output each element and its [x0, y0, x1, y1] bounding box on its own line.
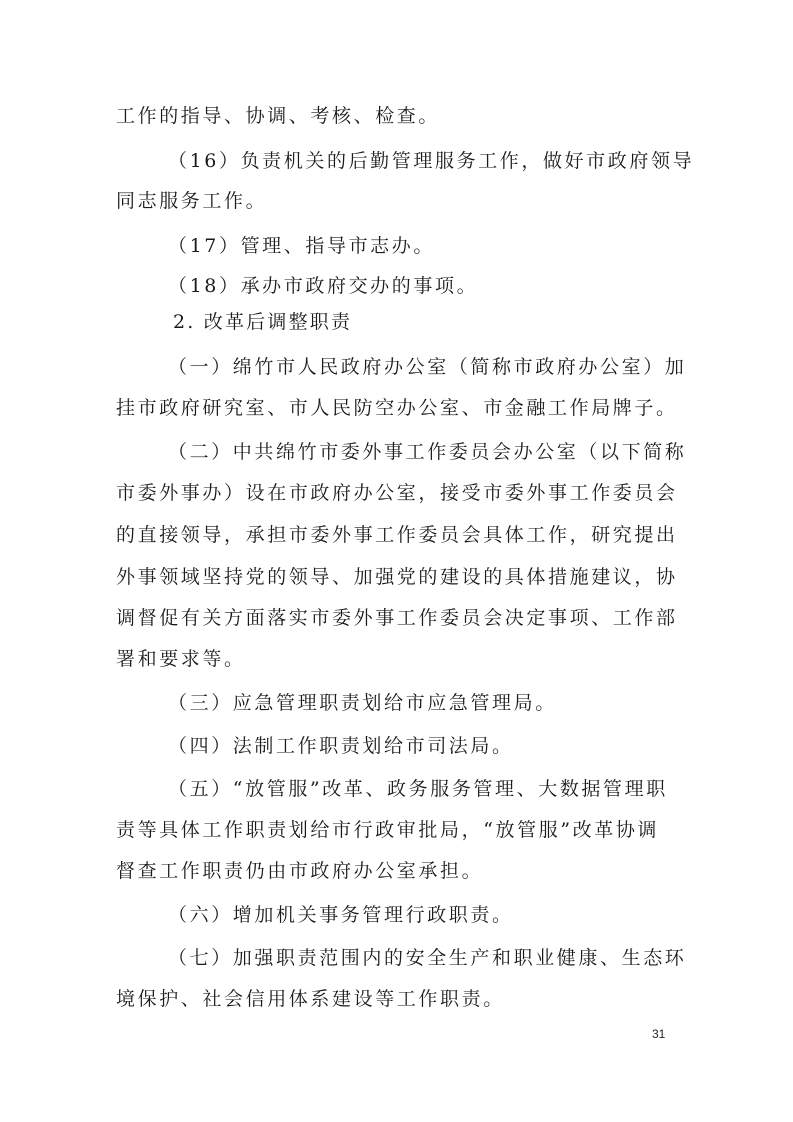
item-17: （17）管理、指导市志办。 [168, 235, 435, 257]
page-number: 31 [652, 1027, 666, 1041]
item-1-line-1: （一）绵竹市人民政府办公室（简称市政府办公室）加 [168, 356, 687, 378]
item-2-line-1: （二）中共绵竹市委外事工作委员会办公室（以下简称 [168, 441, 687, 463]
item-2-line-2: 市委外事办）设在市政府办公室，接受市委外事工作委员会 [116, 482, 678, 504]
item-4: （四）法制工作职责划给市司法局。 [168, 735, 514, 757]
section-heading: 2. 改革后调整职责 [173, 311, 353, 333]
item-18: （18）承办市政府交办的事项。 [168, 275, 479, 297]
item-3: （三）应急管理职责划给市应急管理局。 [168, 692, 557, 714]
item-16-line-1: （16）负责机关的后勤管理服务工作，做好市政府领导 [168, 150, 695, 172]
item-7-line-1: （七）加强职责范围内的安全生产和职业健康、生态环 [168, 947, 687, 969]
item-5-line-2: 责等具体工作职责划给市行政审批局，“放管服”改革协调 [116, 819, 660, 841]
item-2-line-4: 外事领域坚持党的领导、加强党的建设的具体措施建议，协 [116, 566, 678, 588]
item-2-line-5: 调督促有关方面落实市委外事工作委员会决定事项、工作部 [116, 607, 678, 629]
item-7-line-2: 境保护、社会信用体系建设等工作职责。 [116, 988, 505, 1010]
item-1-line-2: 挂市政府研究室、市人民防空办公室、市金融工作局牌子。 [116, 397, 678, 419]
text-line-continuation: 工作的指导、协调、考核、检查。 [116, 105, 441, 127]
item-2-line-3: 的直接领导，承担市委外事工作委员会具体工作，研究提出 [116, 524, 678, 546]
item-6: （六）增加机关事务管理行政职责。 [168, 904, 514, 926]
item-2-line-6: 署和要求等。 [116, 648, 246, 670]
item-5-line-1: （五）“放管服”改革、政务服务管理、大数据管理职 [168, 778, 668, 800]
item-5-line-3: 督查工作职责仍由市政府办公室承担。 [116, 860, 484, 882]
item-16-line-2: 同志服务工作。 [116, 190, 268, 212]
